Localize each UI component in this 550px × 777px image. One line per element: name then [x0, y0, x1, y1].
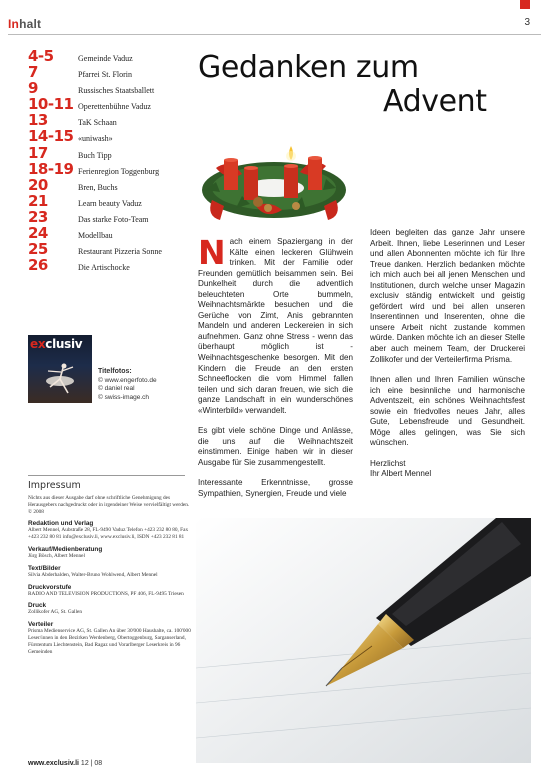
section-title — [8, 17, 41, 31]
impressum-text: Prisma Medienservice AG, St. Gallen An über 30'000 Haushalte, ca. 100'000 Leser/innen in den Bezirken Werdenberg, Obertoggenburg, Sarganserland, Fürstentum Liechtenstein, Bad Ragaz und Vorarlberger Leserkreis in 96 Gemeinden — [28, 628, 191, 655]
impressum-heading: Text/Bilder — [28, 564, 61, 572]
toc-entry-label: Modellbau — [78, 231, 113, 241]
impressum-heading: Verkauf/Medienberatung — [28, 545, 103, 553]
article-headline-line2: Advent — [383, 84, 487, 119]
toc-page-number: 18-19 — [28, 159, 74, 178]
toc-entry-label: «uniwash» — [78, 134, 113, 144]
impressum-text: RADIO AND TELEVISION PRODUCTIONS, PF 406, FL-9495 Triesen — [28, 590, 184, 597]
toc-page-number: 26 — [28, 256, 48, 275]
impressum-heading: Druck — [28, 602, 47, 610]
toc-page-number: 24 — [28, 224, 48, 243]
toc-page-number: 7 — [28, 63, 38, 82]
article-signature: Ihr Albert Mennel — [370, 469, 432, 479]
toc-entry-label: Pfarrei St. Florin — [78, 70, 132, 80]
toc-page-number: 20 — [28, 175, 48, 194]
impressum-text: Jürg Bösch, Albert Mennel — [28, 552, 85, 559]
impressum-heading: Druckvorstufe — [28, 583, 72, 591]
toc-row[interactable] — [28, 112, 198, 128]
advent-wreath-image — [196, 108, 351, 226]
section-title-accent: In — [8, 17, 20, 31]
toc-page-number: 10-11 — [28, 95, 74, 114]
impressum-heading: Verteiler — [28, 621, 54, 629]
magazine-cover-thumbnail[interactable] — [28, 335, 92, 403]
toc-row[interactable] — [28, 225, 198, 241]
impressum-divider — [28, 475, 185, 476]
accent-corner-mark — [520, 0, 530, 9]
toc-entry-label: Bren, Buchs — [78, 182, 118, 192]
toc-row[interactable] — [28, 145, 198, 161]
footer-issue: 12 | 08 — [80, 760, 103, 767]
toc-row[interactable] — [28, 128, 198, 144]
impressum-title: Impressum — [28, 480, 81, 491]
article-column-1 — [198, 233, 353, 510]
toc-page-number: 4-5 — [28, 47, 54, 65]
section-title-rest: halt — [19, 17, 42, 31]
toc-entry-label: Gemeinde Vaduz — [78, 54, 133, 63]
toc-page-number: 14-15 — [28, 127, 74, 146]
toc-entry-label: Restaurant Pizzeria Sonne — [78, 247, 162, 257]
toc-row[interactable] — [28, 241, 198, 257]
impressum — [28, 480, 193, 655]
toc-row[interactable] — [28, 177, 198, 193]
table-of-contents — [28, 48, 198, 273]
toc-entry-label: Das starke Foto-Team — [78, 214, 149, 224]
pen-illustration — [196, 518, 531, 763]
impressum-heading: Redaktion und Verlag — [28, 520, 94, 528]
toc-row[interactable] — [28, 193, 198, 209]
article-paragraph: Es gibt viele schöne Dinge und Anlässe, die uns auf die Weihnachtszeit einstimmen. Einige haben wir in dieser Ausgabe für Sie zusammengestellt. — [198, 426, 353, 467]
toc-page-number: 23 — [28, 207, 48, 226]
toc-entry-label: Ferienregion Toggenburg — [78, 166, 160, 176]
toc-page-number: 9 — [28, 79, 38, 98]
article-headline-line1: Gedanken zum — [198, 50, 419, 85]
impressum-text: Zollikofer AG, St. Gallen — [28, 609, 82, 616]
toc-page-number: 21 — [28, 191, 48, 210]
page-footer — [28, 760, 102, 767]
toc-entry-label: Learn beauty Vaduz — [78, 198, 142, 208]
toc-page-number: 17 — [28, 143, 48, 162]
toc-entry-label: Russisches Staatsballett — [78, 86, 155, 96]
toc-row[interactable] — [28, 161, 198, 177]
drop-cap: N — [198, 233, 226, 272]
toc-page-number: 25 — [28, 240, 48, 259]
fountain-pen-image — [196, 518, 531, 763]
article-paragraph: Ihnen allen und Ihren Familien wünsche ich eine besinnliche und harmonische Adventszeit, ein schönes Weihnachtsfest sowie ein friedvolles neues Jahr, alles Gute, Lebensfreude und Gesundheit. Möge alles gelingen, was Sie sich wünschen. — [370, 375, 525, 448]
impressum-intro: Nichts aus dieser Ausgabe darf ohne schriftliche Genehmigung des Herausgebers nachgedruckt oder in irgendeiner Weise vervielfältigt werden. © 2008 — [28, 495, 190, 515]
article-closing: Herzlichst — [370, 458, 406, 468]
article-paragraph: Interessante Erkenntnisse, grosse Sympathien, Synergien, Freude und viele — [198, 478, 353, 499]
header-divider — [8, 34, 541, 35]
footer-website-link[interactable]: www.exclusiv.li — [28, 760, 79, 767]
cover-logo: exclusiv — [30, 337, 83, 351]
toc-row[interactable] — [28, 96, 198, 112]
toc-row[interactable] — [28, 257, 198, 273]
article-paragraph: Ideen begleiten das ganze Jahr unsere Arbeit. Ihnen, liebe Leserinnen und Leser und allen Abonnenten möchte ich für Ihre Treue danken. Herzlich bedanken möchte ich mich auch bei all jenen Menschen und Institutionen, durch welche unser Magazin exclusiv ständig entwickelt und geistig gefördert wird und bei allen unseren Inserentinnen und Inserenten, ohne die unsere Arbeit nicht zustande kommen würde. Danken möchte ich an dieser Stelle aber auch meinem Team, der Druckerei Zollikofer und der Verteilerfirma Prisma. — [370, 228, 525, 364]
toc-row[interactable] — [28, 64, 198, 80]
page-number: 3 — [524, 17, 530, 28]
cover-photo-credits: Titelfotos: © www.engerfoto.de © daniel real © swiss-image.ch — [98, 368, 157, 401]
toc-row[interactable] — [28, 80, 198, 96]
article-column-2 — [370, 228, 525, 480]
toc-entry-label: Operettenbühne Vaduz — [78, 102, 151, 112]
toc-entry-label: Buch Tipp — [78, 150, 112, 160]
toc-row[interactable] — [28, 209, 198, 225]
toc-page-number: 13 — [28, 111, 48, 130]
toc-entry-label: Die Artischocke — [78, 263, 130, 273]
toc-entry-label: TaK Schaan — [78, 118, 117, 128]
article-paragraph: ach einem Spaziergang in der Kälte einen leckeren Glühwein trinken. Mit der Familie oder Freunden gemütlich beisammen sein. Bei Dunkelheit durch die adventlich beleuchteten Orte bummeln, Weihnachtsmärkte besuchen und die Gerüche von Zimt, Anis gebrannten Mandeln und anderen Leckereien in sich aufnehmen. Ganz ohne Stress - wenn das überhaupt möglich ist - Weihnachtsgeschenke besorgen. Mit den Kindern die Freude an den ersten Schneeflocken die vom Himmel fallen teilen und sich daran freuen, wie sich die ganze Landschaft in ein wunderschönes «Winterbild» verwandelt. — [198, 237, 353, 415]
toc-row[interactable] — [28, 48, 198, 64]
impressum-text: Silvia Abderhalden, Walter-Bruno Wohlwend, Albert Mennel — [28, 571, 158, 578]
impressum-text: Albert Mennel, Aubstraße 28, FL-9490 Vaduz Telefon +423 232 80 80, Fax +423 232 80 81 info@exclusiv.li, www.exclusiv.li, ISDN +423 232 81 81 — [28, 527, 189, 541]
ballet-dancer-image — [40, 357, 80, 397]
